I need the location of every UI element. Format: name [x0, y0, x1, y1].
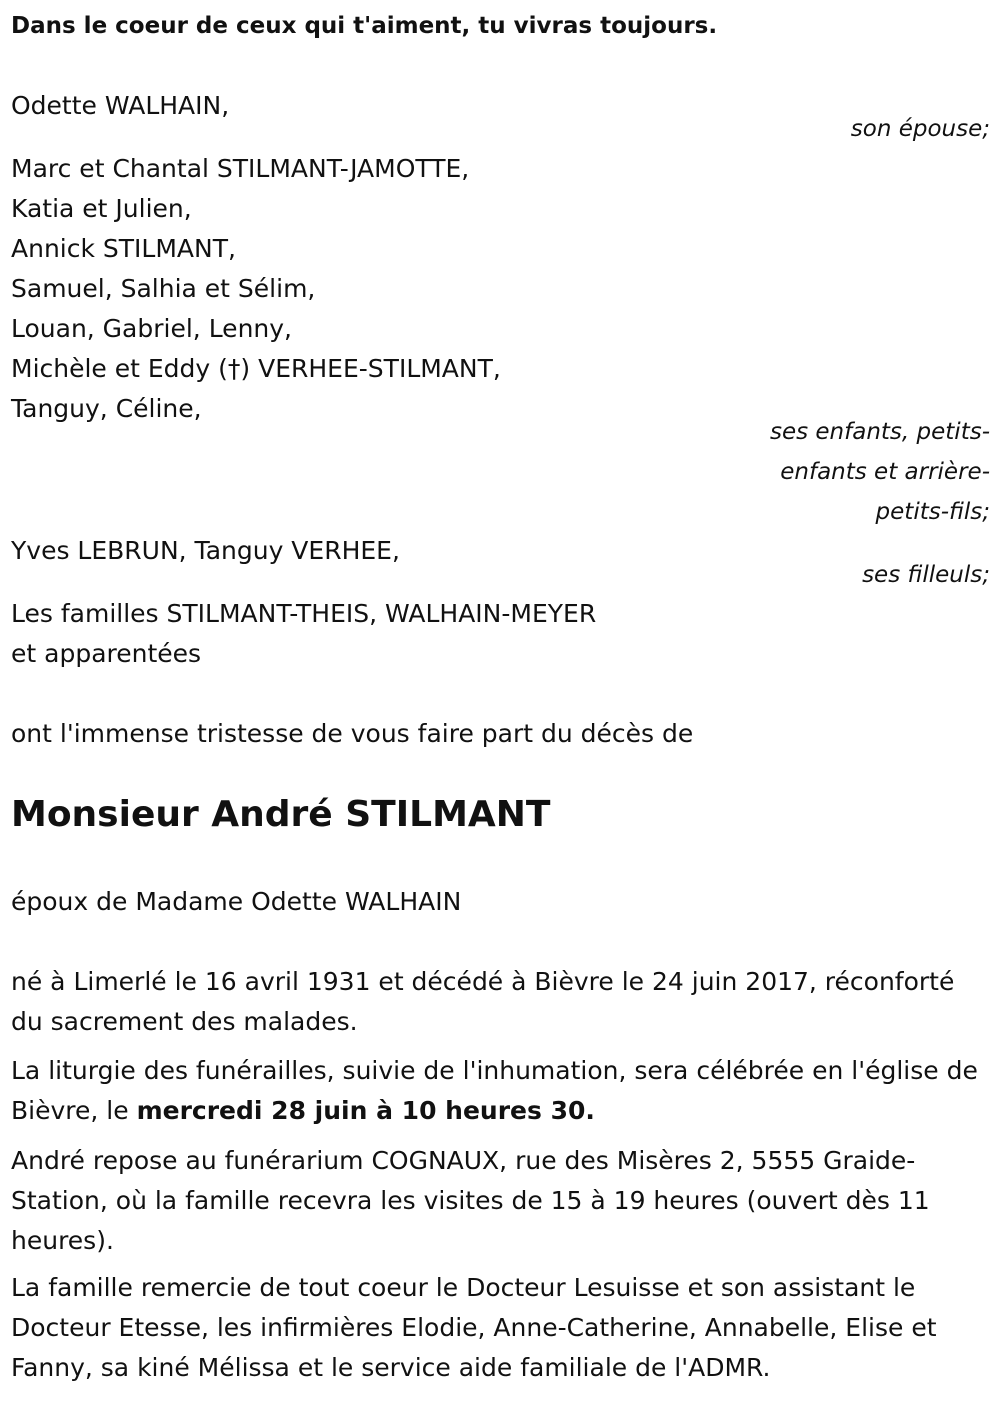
- children-relation-line: petits-fils;: [875, 499, 990, 525]
- spouse-relation: son épouse;: [850, 116, 990, 142]
- family-member: Katia et Julien,: [11, 194, 192, 223]
- family-member: Marc et Chantal STILMANT-JAMOTTE,: [11, 154, 470, 183]
- thanks-paragraph: La famille remercie de tout coeur le Docteur Lesuisse et son assistant le Docteur Etesse, les infirmières Elodie, Anne-Catherine, Annabelle, Elise et Fanny, sa kiné Mélissa et le service aide familiale de l'ADMR.: [11, 1273, 937, 1382]
- family-member: Tanguy, Céline,: [11, 394, 202, 423]
- children-relation-line: enfants et arrière-: [780, 459, 990, 485]
- liturgy-text: La liturgie des funérailles, suivie de l'inhumation, sera célébrée en l'église de Bièvre, le: [11, 1056, 978, 1125]
- family-member: Michèle et Eddy (†) VERHEE-STILMANT,: [11, 354, 501, 383]
- family-member: Samuel, Salhia et Sélim,: [11, 274, 316, 303]
- liturgy-date: mercredi 28 juin à 10 heures 30.: [136, 1096, 595, 1125]
- godchildren-names: Yves LEBRUN, Tanguy VERHEE,: [11, 536, 400, 565]
- announcement: ont l'immense tristesse de vous faire part du décès de: [11, 719, 694, 748]
- liturgy-paragraph: [11, 1051, 991, 1131]
- header-quote: Dans le coeur de ceux qui t'aiment, tu vivras toujours.: [11, 13, 718, 39]
- spouse-name: Odette WALHAIN,: [11, 91, 230, 120]
- family-member: Annick STILMANT,: [11, 234, 236, 263]
- godchildren-relation: ses filleuls;: [862, 562, 990, 588]
- funerarium-paragraph: André repose au funérarium COGNAUX, rue des Misères 2, 5555 Graide-Station, où la famille recevra les visites de 15 à 19 heures (ouvert dès 11 heures).: [11, 1146, 930, 1255]
- families-line: et apparentées: [11, 639, 202, 668]
- children-relation-line: ses enfants, petits-: [769, 419, 990, 445]
- family-member: Louan, Gabriel, Lenny,: [11, 314, 292, 343]
- spouse-of: époux de Madame Odette WALHAIN: [11, 887, 462, 916]
- families-line: Les familles STILMANT-THEIS, WALHAIN-MEYER: [11, 599, 597, 628]
- deceased-name: Monsieur André STILMANT: [11, 794, 551, 835]
- birth-death-paragraph: né à Limerlé le 16 avril 1931 et décédé à Bièvre le 24 juin 2017, réconforté du sacrement des malades.: [11, 967, 955, 1036]
